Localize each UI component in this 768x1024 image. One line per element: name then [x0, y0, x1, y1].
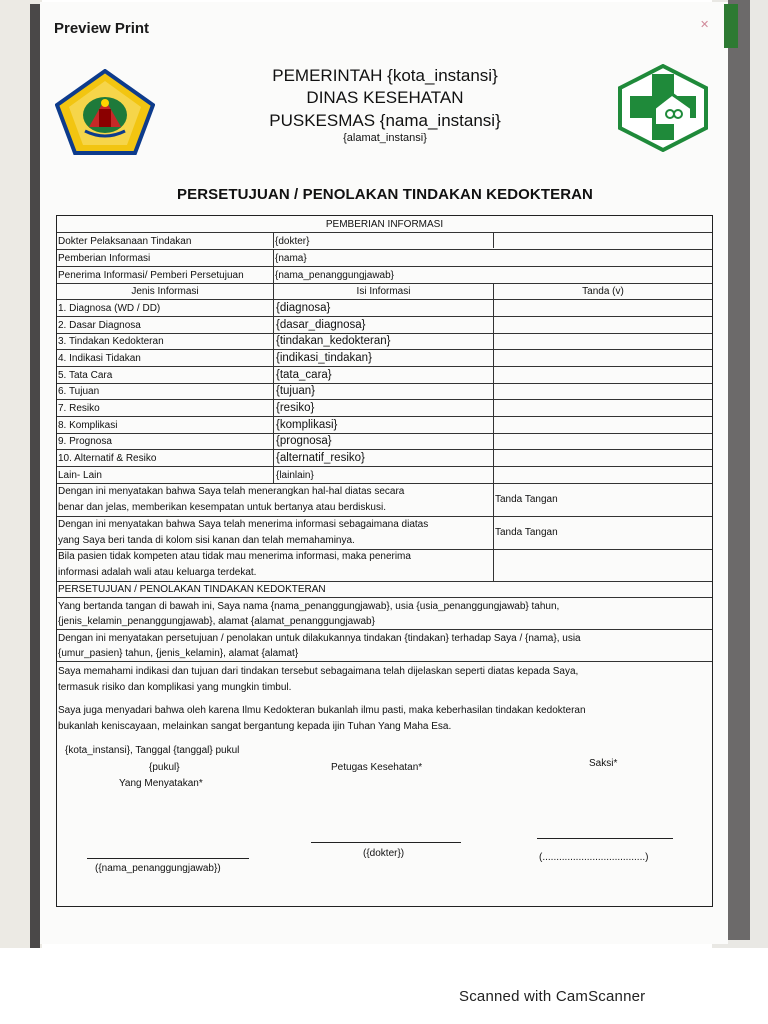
info-item-label: 2. Dasar Diagnosa — [58, 320, 141, 331]
info-item-label: 9. Prognosa — [58, 436, 112, 447]
statement-doctor-line1: Dengan ini menyatakan bahwa Saya telah menerangkan hal-hal diatas secara — [58, 486, 405, 497]
info-item-label: 1. Diagnosa (WD / DD) — [58, 303, 161, 314]
column-header-tanda: Tanda (v) — [582, 286, 624, 297]
consent-paragraph-4-line2: bukanlah keniscayaan, melainkan sangat bergantung kepada ijin Tuhan Yang Maha Esa. — [58, 721, 452, 732]
col-divider — [273, 232, 274, 248]
row-divider — [57, 466, 712, 467]
place-and-date: {kota_instansi}, Tanggal {tanggal} pukul — [65, 745, 240, 756]
regional-emblem-icon — [55, 69, 155, 155]
row-divider — [57, 299, 712, 300]
info-item-value: {tujuan} — [276, 385, 316, 397]
consent-paragraph-3-line1: Saya memahami indikasi dan tujuan dari tindakan tersebut sebagaimana telah dijelaskan seperti diatas kepada Saya, — [58, 666, 579, 677]
row-divider — [57, 383, 712, 384]
row-divider — [57, 349, 712, 350]
consent-paragraph-2-line1: Dengan ini menyatakan persetujuan / penolakan untuk dilakukannya tindakan {tindakan} terhadap Saya / {nama}, usia — [58, 633, 581, 644]
statement-guardian-line2: informasi adalah wali atau keluarga terdekat. — [58, 567, 257, 578]
signature-label: Tanda Tangan — [495, 527, 558, 538]
info-item-label: Lain- Lain — [58, 470, 102, 481]
col-divider — [273, 266, 274, 283]
info-item-label: 10. Alternatif & Resiko — [58, 453, 157, 464]
officer-signature-label: Petugas Kesehatan* — [331, 762, 423, 773]
row-divider — [57, 399, 712, 400]
agency-header: DINAS KESEHATAN — [306, 88, 464, 107]
patient-signature-line — [87, 858, 249, 859]
patient-signature-label: Yang Menyatakan* — [119, 778, 203, 789]
close-icon[interactable]: ✕ — [700, 19, 710, 31]
consent-form-table — [56, 215, 713, 907]
row-divider — [57, 449, 712, 450]
statement-recipient-line1: Dengan ini menyatakan bahwa Saya telah menerima informasi sebagaimana diatas — [58, 519, 429, 530]
row-divider — [57, 366, 712, 367]
info-item-value: {tindakan_kedokteran} — [276, 335, 391, 347]
info-row-label: Dokter Pelaksanaan Tindakan — [58, 236, 192, 247]
row-divider — [57, 316, 712, 317]
government-header: PEMERINTAH {kota_instansi} — [272, 66, 498, 85]
row-divider — [57, 597, 712, 598]
sheet-shadow-right — [728, 0, 750, 940]
statement-recipient-line2: yang Saya beri tanda di kolom sisi kanan dan telah memahaminya. — [58, 535, 355, 546]
info-item-value: {resiko} — [276, 402, 315, 414]
preview-print-title: Preview Print — [54, 20, 150, 37]
row-divider — [57, 266, 712, 267]
info-item-value: {diagnosa} — [276, 302, 331, 314]
signing-time: {pukul} — [149, 762, 180, 773]
row-divider — [57, 249, 712, 250]
consent-paragraph-1-line2: {jenis_kelamin_penanggungjawab}, alamat {alamat_penanggungjawab} — [58, 616, 375, 627]
info-row-value: {nama_penanggungjawab} — [275, 270, 394, 281]
info-row-value: {dokter} — [275, 236, 310, 247]
info-item-value: {lainlain} — [276, 470, 314, 481]
column-header-jenis: Jenis Informasi — [131, 286, 199, 297]
statement-doctor-line2: benar dan jelas, memberikan kesempatan untuk bertanya atau berdiskusi. — [58, 502, 386, 513]
info-row-label: Pemberian Informasi — [58, 253, 151, 264]
row-divider — [57, 416, 712, 417]
col-divider — [273, 283, 274, 483]
col-divider — [493, 283, 494, 581]
info-section-title: PEMBERIAN INFORMASI — [325, 219, 444, 230]
info-item-value: {dasar_diagnosa} — [276, 319, 366, 331]
consent-paragraph-3-line2: termasuk risiko dan komplikasi yang mungkin timbul. — [58, 682, 292, 693]
col-divider — [273, 249, 274, 266]
info-item-value: {tata_cara} — [276, 369, 332, 381]
row-divider — [57, 581, 712, 582]
document-title: PERSETUJUAN / PENOLAKAN TINDAKAN KEDOKTERAN — [177, 186, 593, 203]
consent-section-title: PERSETUJUAN / PENOLAKAN TINDAKAN KEDOKTERAN — [58, 584, 326, 595]
info-item-value: {komplikasi} — [276, 419, 338, 431]
row-divider — [57, 283, 712, 284]
col-divider — [493, 232, 494, 248]
witness-signature-label: Saksi* — [589, 758, 618, 769]
camscanner-watermark: Scanned with CamScanner — [459, 988, 646, 1005]
column-header-isi: Isi Informasi — [356, 286, 411, 297]
info-item-label: 4. Indikasi Tidakan — [58, 353, 141, 364]
institution-header: PUSKESMAS {nama_instansi} — [269, 111, 501, 130]
witness-signature-line — [537, 838, 673, 839]
sheet-shadow-left — [30, 4, 40, 948]
signature-label: Tanda Tangan — [495, 494, 558, 505]
info-item-label: 7. Resiko — [58, 403, 100, 414]
row-divider — [57, 232, 712, 233]
info-item-value: {alternatif_resiko} — [276, 452, 365, 464]
info-item-value: {indikasi_tindakan} — [276, 352, 372, 364]
info-item-label: 5. Tata Cara — [58, 370, 113, 381]
info-item-value: {prognosa} — [276, 435, 332, 447]
info-item-label: 8. Komplikasi — [58, 420, 118, 431]
witness-name: (.....................................) — [539, 852, 649, 863]
info-row-value: {nama} — [275, 253, 307, 264]
consent-paragraph-2-line2: {umur_pasien} tahun, {jenis_kelamin}, alamat {alamat} — [58, 648, 299, 659]
info-item-label: 3. Tindakan Kedokteran — [58, 336, 164, 347]
statement-guardian-line1: Bila pasien tidak kompeten atau tidak mau menerima informasi, maka penerima — [58, 551, 411, 562]
officer-name: ({dokter}) — [363, 848, 405, 859]
row-divider — [57, 333, 712, 334]
info-row-label: Penerima Informasi/ Pemberi Persetujuan — [58, 270, 244, 281]
info-item-label: 6. Tujuan — [58, 386, 100, 397]
consent-paragraph-4-line1: Saya juga menyadari bahwa oleh karena Ilmu Kedokteran bukanlah ilmu pasti, maka keberhasilan tindakan kedokteran — [58, 705, 586, 716]
institution-address: {alamat_instansi} — [343, 132, 427, 144]
officer-signature-line — [311, 842, 461, 843]
consent-paragraph-1-line1: Yang bertanda tangan di bawah ini, Saya nama {nama_penanggungjawab}, usia {usia_penanggungjawab} tahun, — [58, 601, 560, 612]
puskesmas-cross-icon — [616, 64, 710, 152]
patient-name: ({nama_penanggungjawab}) — [95, 863, 221, 874]
row-divider — [57, 433, 712, 434]
green-edge — [724, 4, 738, 48]
